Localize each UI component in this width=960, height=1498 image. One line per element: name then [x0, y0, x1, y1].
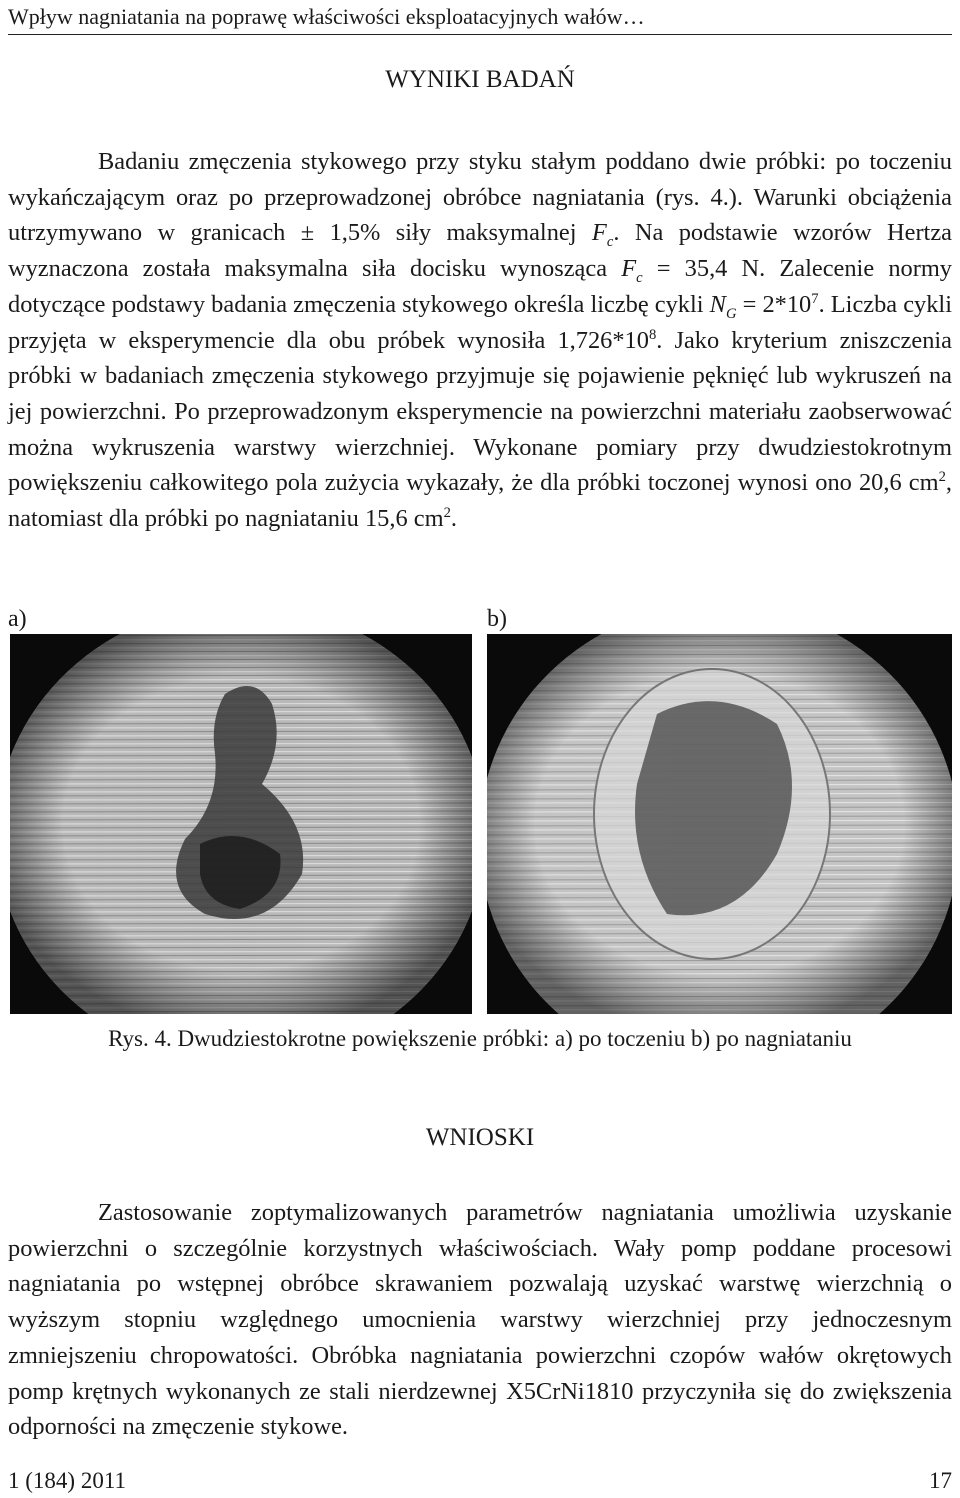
- conclusions-paragraph: Zastosowanie zoptymalizowanych parametrów nagniatania umożliwia uzyskanie powierzchni o szczególnie korzystnych właściwościach. Wały pomp poddane procesowi nagniatania po wstępnej obróbce skrawaniem pozwalają uzyskać warstwę wierzchnią o wyższym stopniu względnego umocnienia warstwy wierzchniej przy jednoczesnym zmniejszeniu chropowatości. Obróbka nagniatania powierzchni czopów wałów okrętowych pomp krętnych wykonanych ze stali nierdzewnej X5CrNi1810 przyczyniła się do zwiększenia odporności na zmęczenie stykowe.: [8, 1199, 952, 1441]
- running-title: Wpływ nagniatania na poprawę właściwości eksploatacyjnych wałów…: [8, 4, 645, 29]
- issue-number: 1 (184) 2011: [8, 1468, 126, 1493]
- conclusions-heading: WNIOSKI: [425, 1124, 535, 1151]
- page-number: 17: [929, 1468, 952, 1493]
- photo-turned-sample: [10, 634, 472, 1014]
- figure-caption: Rys. 4. Dwudziestokrotne powiększenie próbki: a) po toczeniu b) po nagniataniu: [108, 1026, 852, 1051]
- running-header: [8, 2, 952, 35]
- photo-burnished-sample: [487, 634, 952, 1014]
- results-paragraph: Badaniu zmęczenia stykowego przy styku stałym poddano dwie próbki: po toczeniu wykańczającym oraz po przeprowadzonej obróbce nagniatania (rys. 4.). Warunki obciążenia utrzymywano w granicach ± 1,5% siły maksymalnej $F_c$. Na podstawie wzorów Hertza wyznaczona została maksymalna siła docisku wynosząca $F_c = 35,4$ N. Zalecenie normy dotyczące podstawy badania zmęczenia stykowego określa liczbę cykli $N_G = 2*10^7$. Liczba cykli przyjęta w eksperymencie dla obu próbek wynosiła $1,726*10^8$. Jako kryterium zniszczenia próbki w badaniach zmęczenia stykowego przyjmuje się pojawienie pęknięć lub wykruszeń na jej powierzchni. Po przeprowadzonym eksperymencie na powierzchni materiału zaobserwować można wykruszenia warstwy wierzchniej. Wykonane pomiary przy dwudziestokrotnym powiększeniu całkowitego pola zużycia wykazały, że dla próbki toczonej wynosi ono 20,6 $cm^2$, natomiast dla próbki po nagniataniu 15,6 $cm^2$.: [8, 148, 952, 533]
- figure-label-b: b): [487, 606, 507, 632]
- figure-label-a: a): [8, 606, 27, 632]
- page-footer: [8, 1468, 952, 1494]
- results-heading: WYNIKI BADAŃ: [385, 66, 575, 93]
